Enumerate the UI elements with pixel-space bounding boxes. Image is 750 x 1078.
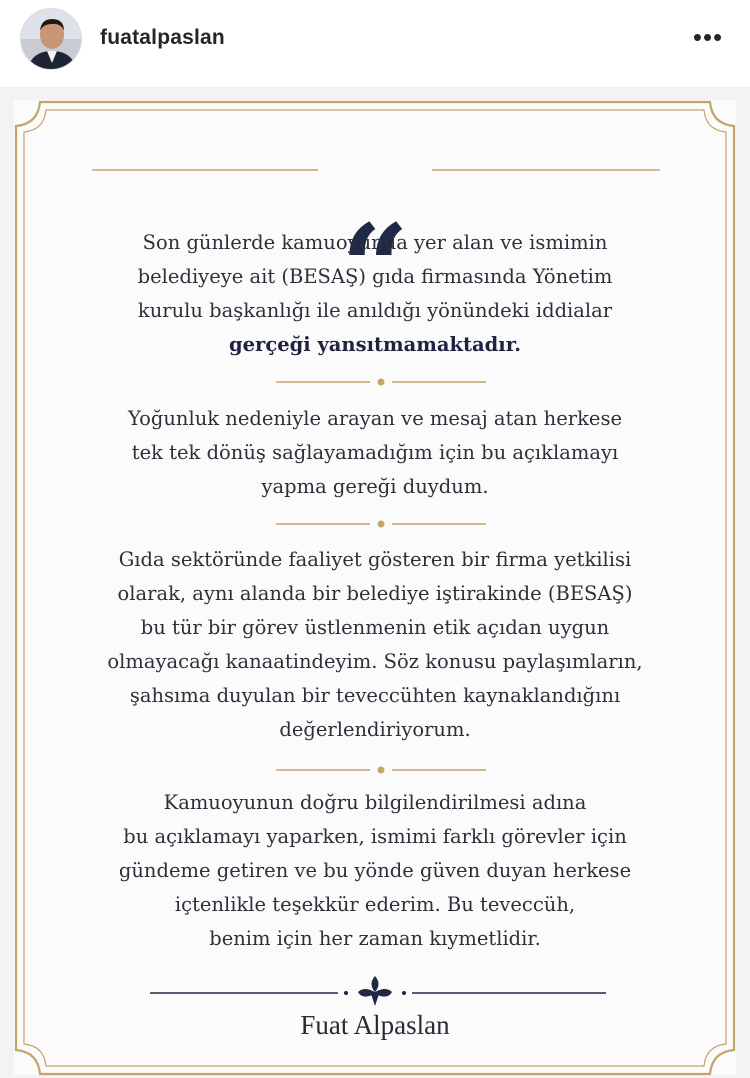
paragraph-3 — [60, 543, 690, 747]
more-options-icon[interactable]: ••• — [692, 22, 724, 52]
text-line: olarak, aynı alanda bir belediye iştirakinde (BESAŞ) — [117, 582, 633, 605]
post-header — [0, 0, 750, 88]
username[interactable]: fuatalpaslan — [100, 26, 225, 49]
quote-mark: “ — [341, 198, 409, 337]
signature: Fuat Alpaslan — [300, 1010, 450, 1040]
text-line: değerlendiriyorum. — [279, 718, 471, 741]
text-line: bu tür bir görev üstlenmenin etik açıdan uygun — [140, 616, 610, 639]
paragraph-4 — [60, 786, 690, 956]
text-line: Gıda sektöründe faaliyet gösteren bir firma yetkilisi — [118, 548, 632, 571]
bold-text-line: gerçeği yansıtmamaktadır. — [229, 333, 521, 356]
text-line: bu açıklamayı yaparken, ismimi farklı görevler için — [123, 825, 627, 848]
text-line: Kamuoyunun doğru bilgilendirilmesi adına — [163, 791, 587, 814]
avatar-image — [21, 9, 82, 70]
text-line: içtenlikle teşekkür ederim. Bu teveccüh, — [174, 893, 576, 916]
paragraph-2 — [60, 402, 690, 504]
avatar[interactable] — [20, 8, 82, 70]
text-line: tek tek dönüş sağlayamadığım için bu açıklamayı — [131, 441, 619, 464]
text-line: kurulu başkanlığı ile anıldığı yönündeki iddialar — [137, 299, 613, 322]
post-image — [0, 88, 750, 1078]
text-line: yapma gereği duydum. — [261, 475, 489, 498]
text-line: olmayacağı kanaatindeyim. Söz konusu paylaşımların, — [107, 650, 643, 673]
text-line: Yoğunluk nedeniyle arayan ve mesaj atan herkese — [127, 407, 623, 430]
text-line: benim için her zaman kıymetlidir. — [209, 927, 541, 950]
paragraph-1 — [60, 226, 690, 362]
text-line: şahsıma duyulan bir teveccühten kaynaklandığını — [129, 684, 621, 707]
text-line: Son günlerde kamuoyunda yer alan ve ismimin — [142, 231, 608, 254]
text-line: gündeme getiren ve bu yönde güven duyan herkese — [118, 859, 632, 882]
text-line: belediyeye ait (BESAŞ) gıda firmasında Yönetim — [137, 265, 613, 288]
